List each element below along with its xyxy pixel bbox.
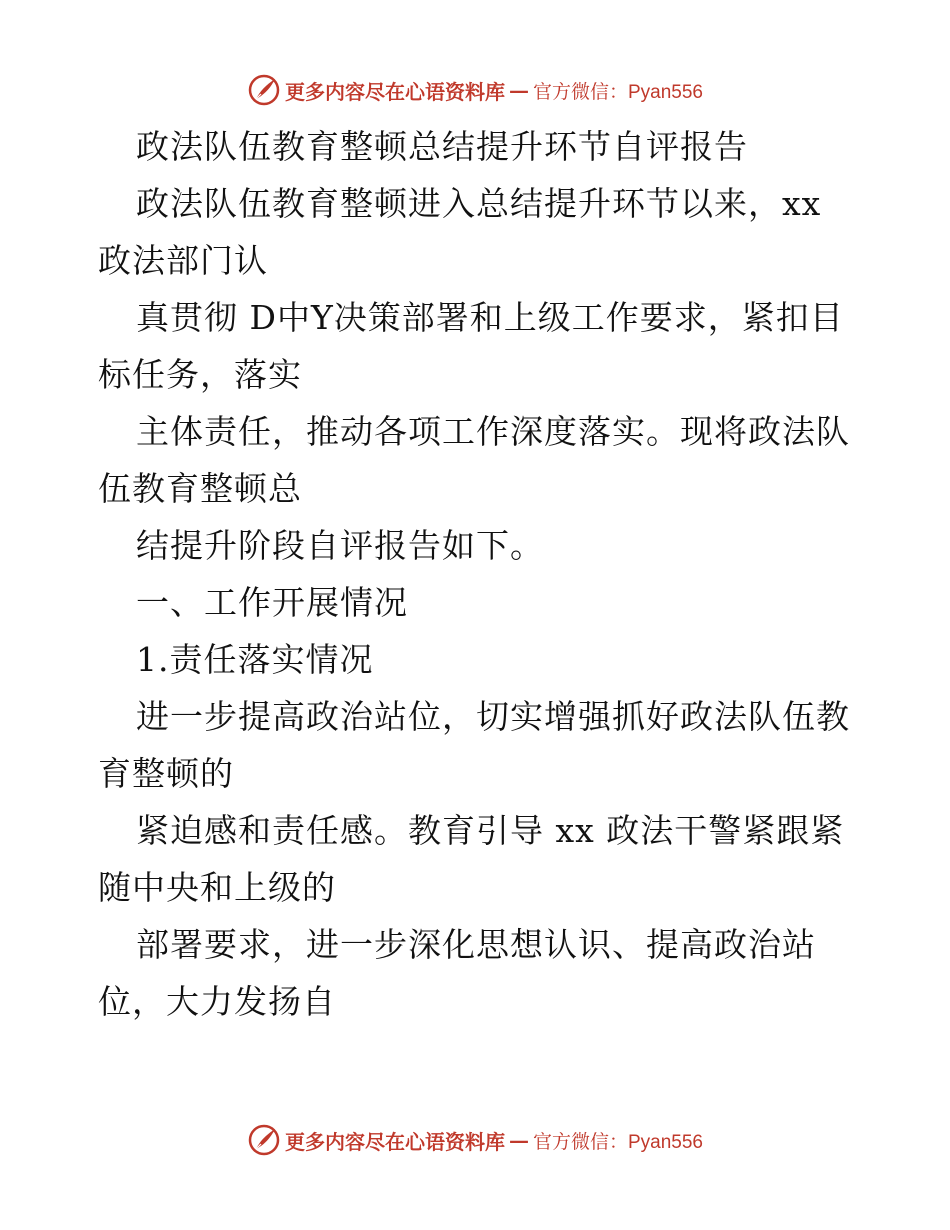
paragraph-line: 随中央和上级的 — [98, 868, 336, 907]
paragraph-line: 部署要求，进一步深化思想认识、提高政治站 — [136, 925, 816, 964]
paragraph-line: 紧迫感和责任感。教育引导 xx 政法干警紧跟紧 — [136, 811, 845, 850]
document-body — [98, 118, 868, 1030]
paragraph-line: 政法队伍教育整顿进入总结提升环节以来，xx — [136, 184, 822, 223]
paragraph-line: 主体责任，推动各项工作深度落实。现将政法队 — [136, 412, 850, 451]
paragraph-line: 标任务，落实 — [98, 355, 302, 394]
watermark-contact-text: 官方微信：Pyan556 — [532, 81, 703, 103]
feather-pen-logo-icon — [247, 1123, 281, 1157]
watermark-brand-text: 更多内容尽在心语资料库 — [284, 79, 505, 104]
paragraph-line: 真贯彻 D中Y决策部署和上级工作要求，紧扣目 — [136, 298, 844, 337]
paragraph-line: 育整顿的 — [98, 754, 234, 793]
section-heading: 一、工作开展情况 — [136, 583, 408, 622]
watermark-contact-text: 官方微信：Pyan556 — [532, 1131, 703, 1153]
paragraph-line: 位，大力发扬自 — [98, 982, 336, 1021]
paragraph-line: 伍教育整顿总 — [98, 469, 302, 508]
paragraph-line: 进一步提高政治站位，切实增强抓好政法队伍教 — [136, 697, 850, 736]
watermark-brand-text: 更多内容尽在心语资料库 — [284, 1129, 505, 1154]
paragraph-line: 结提升阶段自评报告如下。 — [136, 526, 544, 565]
feather-pen-logo-icon — [247, 73, 281, 107]
subsection-heading: 1.责任落实情况 — [136, 640, 374, 679]
watermark-separator: — — [508, 78, 529, 102]
paragraph-line: 政法部门认 — [98, 241, 268, 280]
watermark-banner-top — [0, 70, 950, 110]
watermark-banner-bottom — [0, 1120, 950, 1160]
watermark-separator: — — [508, 1128, 529, 1152]
document-title: 政法队伍教育整顿总结提升环节自评报告 — [136, 127, 748, 166]
